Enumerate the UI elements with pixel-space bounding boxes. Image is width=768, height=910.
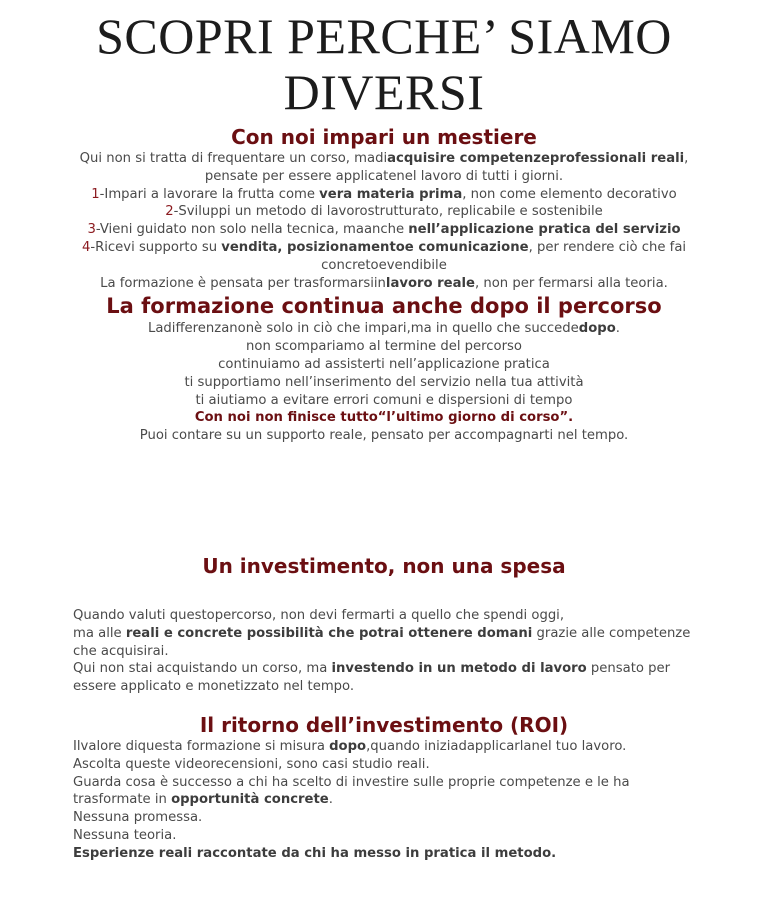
list-text: -Sviluppi un metodo di lavorostrutturato, replicabile e sostenibile bbox=[173, 204, 603, 220]
section-2-body bbox=[0, 320, 768, 445]
text: Qui non stai acquistando un corso, ma bbox=[73, 661, 332, 677]
list-item-3 bbox=[87, 222, 680, 237]
paragraph bbox=[73, 738, 708, 863]
text: grazie alle competenze che acquisirai. bbox=[73, 625, 691, 659]
list-number: 2 bbox=[165, 204, 174, 220]
spacer bbox=[0, 445, 768, 553]
text: pensato per essere applicato e monetizzato nel tempo. bbox=[73, 661, 671, 695]
list-item-4 bbox=[82, 240, 686, 255]
hero-line-1: SCOPRI PERCHE’ SIAMO bbox=[96, 8, 672, 64]
section-2-title: La formazione continua anche dopo il percorso bbox=[106, 294, 662, 319]
body-line: non scompariamo al termine del percorso bbox=[246, 339, 522, 355]
text: Nessuna teoria. bbox=[73, 827, 177, 843]
emphasis-line: Con noi non finisce tutto“l’ultimo giorno di corso”. bbox=[194, 410, 574, 426]
section-1-intro bbox=[0, 150, 768, 186]
list-text: , non come elemento decorativo bbox=[462, 186, 677, 202]
list-item-1 bbox=[91, 187, 676, 202]
list-number: 3 bbox=[87, 222, 96, 238]
intro-bold: acquisire competenzeprofessionali reali bbox=[387, 151, 685, 166]
list-item-4-continuation: concretoevendibile bbox=[321, 257, 447, 273]
list-text: -Vieni guidato non solo nella tecnica, maanche bbox=[95, 222, 409, 238]
list-text: -Impari a lavorare la frutta come bbox=[99, 186, 320, 202]
list-text: -Ricevi supporto su bbox=[90, 239, 222, 255]
intro-text-a: Qui non si tratta di frequentare un corso, madi bbox=[79, 151, 388, 166]
body-text: . bbox=[615, 321, 620, 337]
intro-text-d: pensate per essere applicatenel lavoro di tutti i giorni. bbox=[204, 168, 564, 184]
list-bold: vera materia prima bbox=[319, 186, 463, 202]
list-bold: nell’applicazione pratica del servizio bbox=[408, 222, 681, 238]
list-number: 4 bbox=[81, 239, 91, 255]
bold-text: reali e concrete possibilità che potrai ottenere domani bbox=[125, 625, 533, 641]
body-line: Puoi contare su un supporto reale, pensato per accompagnarti nel tempo. bbox=[139, 428, 629, 444]
text: . bbox=[328, 792, 333, 808]
bold-text: dopo bbox=[329, 738, 367, 754]
section-1-title: Con noi impari un mestiere bbox=[231, 125, 537, 149]
section-1-list bbox=[0, 186, 768, 275]
intro-text-c: , bbox=[684, 151, 689, 166]
list-text: , per rendere ciò che fai bbox=[528, 239, 687, 255]
section-3-title: Un investimento, non una spesa bbox=[202, 553, 566, 578]
section-4-body bbox=[0, 738, 768, 863]
body-text: Ladifferenzanonè solo in ciò che impari,ma in quello che succede bbox=[148, 321, 579, 337]
hero-line-2: DIVERSI bbox=[283, 64, 485, 120]
section-4-title: Il ritorno dell’investimento (ROI) bbox=[199, 712, 569, 737]
section-1-outro bbox=[0, 275, 768, 293]
body-line: continuiamo ad assisterti nell’applicazione pratica bbox=[218, 356, 550, 372]
list-bold: vendita, posizionamentoe comunicazione bbox=[221, 239, 529, 255]
body-bold: dopo bbox=[578, 321, 616, 337]
text: Guarda cosa è successo a chi ha scelto di investire sulle proprie competenze e le ha trasformate in bbox=[73, 774, 630, 808]
text: Nessuna promessa. bbox=[73, 810, 203, 826]
list-number: 1 bbox=[91, 186, 100, 202]
text: ,quando iniziadapplicarlanel tuo lavoro. bbox=[366, 738, 627, 754]
paragraph bbox=[73, 607, 708, 696]
bold-text: investendo in un metodo di lavoro bbox=[331, 661, 587, 677]
body-line: ti aiutiamo a evitare errori comuni e dispersioni di tempo bbox=[195, 392, 573, 408]
list-item-2 bbox=[165, 204, 603, 219]
section-3-body bbox=[0, 607, 768, 696]
outro-text: La formazione è pensata per trasformarsiin bbox=[100, 275, 386, 291]
text: Quando valuti questopercorso, non devi fermarti a quello che spendi oggi, bbox=[73, 607, 565, 623]
body-line: ti supportiamo nell’inserimento del servizio nella tua attività bbox=[184, 374, 584, 390]
bold-text: opportunità concrete bbox=[171, 792, 329, 808]
hero-heading bbox=[0, 0, 768, 120]
bold-text: Esperienze reali raccontate da chi ha messo in pratica il metodo. bbox=[73, 845, 557, 861]
text: Ascolta queste videorecensioni, sono casi studio reali. bbox=[73, 756, 430, 772]
outro-bold: lavoro reale bbox=[385, 275, 475, 291]
text: ma alle bbox=[73, 625, 126, 641]
text: Ilvalore diquesta formazione si misura bbox=[73, 738, 330, 754]
outro-text: , non per fermarsi alla teoria. bbox=[474, 275, 668, 291]
